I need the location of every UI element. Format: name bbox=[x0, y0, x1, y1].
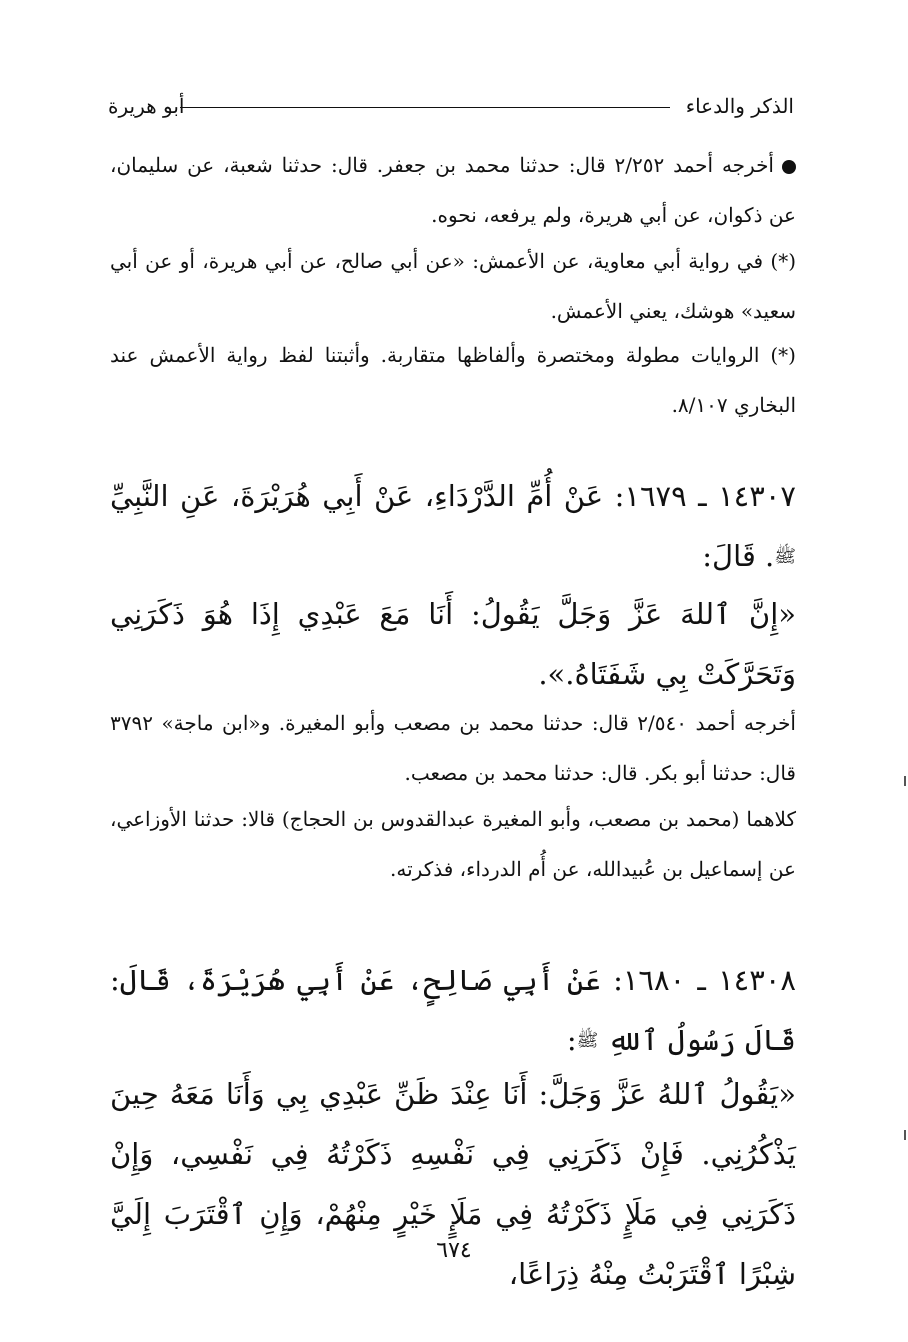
footnote-abu-muawiya bbox=[110, 236, 796, 336]
footnote-text: (*) الروايات مطولة ومختصرة وألفاظها متقاربة. وأثبتنا لفظ رواية الأعمش عند البخاري ٨/١٠٧. bbox=[110, 343, 796, 417]
footnote-text: أخرجه أحمد ٢/٥٤٠ قال: حدثنا محمد بن مصعب وأبو المغيرة. و«ابن ماجة» ٣٧٩٢ قال: حدثنا أبو بكر. قال: حدثنا محمد بن مصعب. bbox=[110, 711, 796, 785]
scan-edge-mark bbox=[904, 1130, 906, 1140]
footnote-riwayat bbox=[110, 330, 796, 430]
page-number: ٦٧٤ bbox=[436, 1238, 472, 1263]
footnote-ahmad-540 bbox=[110, 698, 796, 798]
pbuh-ligature: ﷺ bbox=[576, 1030, 599, 1051]
hadith-matn: «إِنَّ ٱللهَ عَزَّ وَجَلَّ يَقُولُ: أَنَا مَعَ عَبْدِي إِذَا هُوَ ذَكَرَنِي وَتَحَرَّكَتْ بِي شَفَتَاهُ.». bbox=[110, 597, 796, 691]
bullet-icon bbox=[782, 160, 796, 174]
hadith-number-and-chain: ١٤٣٠٨ ـ ١٦٨٠: عَنْ أَبِي صَالِحٍ، عَنْ أَبِي هُرَيْرَةَ، قَالَ: قَالَ رَسُولُ ٱللهِ bbox=[110, 963, 796, 1057]
header-rule bbox=[180, 107, 670, 108]
header-narrator-title: أبو هريرة bbox=[108, 94, 185, 118]
pbuh-ligature: ﷺ bbox=[774, 546, 796, 567]
footnote-text: كلاهما (محمد بن مصعب، وأبو المغيرة عبدالقدوس بن الحجاج) قالا: حدثنا الأوزاعي، عن إسماعيل بن عُبيدالله، عن أُم الدرداء، فذكرته. bbox=[110, 807, 796, 881]
hadith-14308-text bbox=[110, 1064, 796, 1304]
hadith-14307-text bbox=[110, 584, 796, 704]
hadith-matn: «يَقُولُ ٱللهُ عَزَّ وَجَلَّ: أَنَا عِنْدَ ظَنِّ عَبْدِي بِي وَأَنَا مَعَهُ حِينَ يَذْكُرُنِي. فَإِنْ ذَكَرَنِي فِي نَفْسِهِ ذَكَرْتُهُ فِي نَفْسِي، وَإِنْ ذَكَرَنِي فِي مَلَإٍ ذَكَرْتُهُ فِي مَلَإٍ خَيْرٍ مِنْهُمْ، وَإِنِ ٱقْتَرَبَ إِلَيَّ شِبْرًا ٱقْتَرَبْتُ مِنْهُ ذِرَاعًا، bbox=[110, 1077, 796, 1291]
hadith-intro-end: : bbox=[566, 1023, 577, 1057]
footnote-text: (*) في رواية أبي معاوية، عن الأعمش: «عن أبي صالح، عن أبي هريرة، أو عن أبي سعيد» هوشك، يعني الأعمش. bbox=[110, 249, 796, 323]
footnote-ahmad-252 bbox=[110, 140, 796, 240]
hadith-number-and-chain: ١٤٣٠٧ ـ ١٦٧٩: عَنْ أُمِّ الدَّرْدَاءِ، عَنْ أَبِي هُرَيْرَةَ، عَنِ النَّبِيِّ bbox=[110, 479, 796, 513]
footnote-text: أخرجه أحمد ٢/٢٥٢ قال: حدثنا محمد بن جعفر. قال: حدثنا شعبة، عن سليمان، عن ذكوان، عن أبي هريرة، ولم يرفعه، نحوه. bbox=[110, 153, 796, 227]
footnote-kilahuma bbox=[110, 794, 796, 894]
hadith-14307-intro bbox=[110, 466, 796, 587]
hadith-intro-end: . قَالَ: bbox=[702, 539, 775, 573]
running-header bbox=[108, 92, 794, 120]
header-chapter-title: الذكر والدعاء bbox=[685, 94, 794, 118]
hadith-14308-intro bbox=[110, 950, 796, 1071]
scan-edge-mark bbox=[904, 776, 906, 786]
